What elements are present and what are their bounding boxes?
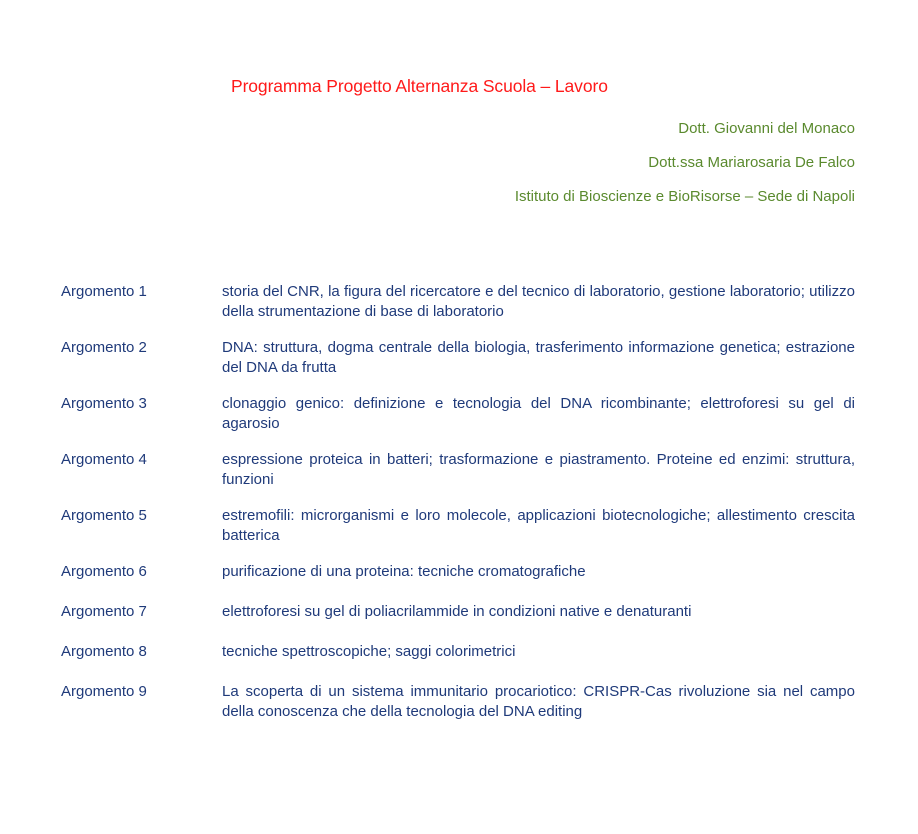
topic-row: [61, 506, 855, 546]
topic-description: tecniche spettroscopiche; saggi colorimetrici: [222, 643, 516, 660]
author-1: Dott. Giovanni del Monaco: [678, 120, 855, 137]
topic-description: DNA: struttura, dogma centrale della biologia, trasferimento informazione genetica; estrazione del DNA da frutta: [222, 339, 855, 376]
topic-row: [61, 562, 855, 582]
topic-label: Argomento 2: [61, 339, 147, 356]
topic-description: La scoperta di un sistema immunitario procariotico: CRISPR-Cas rivoluzione sia nel campo della conoscenza che della tecnologia del DNA editing: [222, 683, 855, 720]
author-2: Dott.ssa Mariarosaria De Falco: [648, 154, 855, 171]
topic-description: espressione proteica in batteri; trasformazione e piastramento. Proteine ed enzimi: struttura, funzioni: [222, 451, 855, 488]
topic-row: [61, 282, 855, 322]
topic-row: [61, 338, 855, 378]
topic-label: Argomento 3: [61, 395, 147, 412]
topic-row: [61, 642, 855, 662]
topic-row: [61, 450, 855, 490]
topic-label: Argomento 1: [61, 283, 147, 300]
authors-block: [515, 119, 855, 221]
topic-label: Argomento 5: [61, 507, 147, 524]
topic-description: purificazione di una proteina: tecniche cromatografiche: [222, 563, 586, 580]
topics-list: [61, 282, 855, 738]
topic-description: estremofili: microrganismi e loro molecole, applicazioni biotecnologiche; allestimento crescita batterica: [222, 507, 855, 544]
institute: Istituto di Bioscienze e BioRisorse – Sede di Napoli: [514, 188, 855, 205]
topic-row: [61, 602, 855, 622]
topic-label: Argomento 4: [61, 451, 147, 468]
document-title: Programma Progetto Alternanza Scuola – Lavoro: [231, 76, 608, 96]
topic-row: [61, 682, 855, 722]
topic-description: storia del CNR, la figura del ricercatore e del tecnico di laboratorio, gestione laboratorio; utilizzo della strumentazione di base di laboratorio: [222, 283, 855, 320]
topic-label: Argomento 9: [61, 683, 147, 700]
topic-row: [61, 394, 855, 434]
topic-description: elettroforesi su gel di poliacrilammide in condizioni native e denaturanti: [222, 603, 692, 620]
topic-description: clonaggio genico: definizione e tecnologia del DNA ricombinante; elettroforesi su gel di agarosio: [222, 395, 855, 432]
topic-label: Argomento 6: [61, 563, 147, 580]
topic-label: Argomento 8: [61, 643, 147, 660]
topic-label: Argomento 7: [61, 603, 147, 620]
